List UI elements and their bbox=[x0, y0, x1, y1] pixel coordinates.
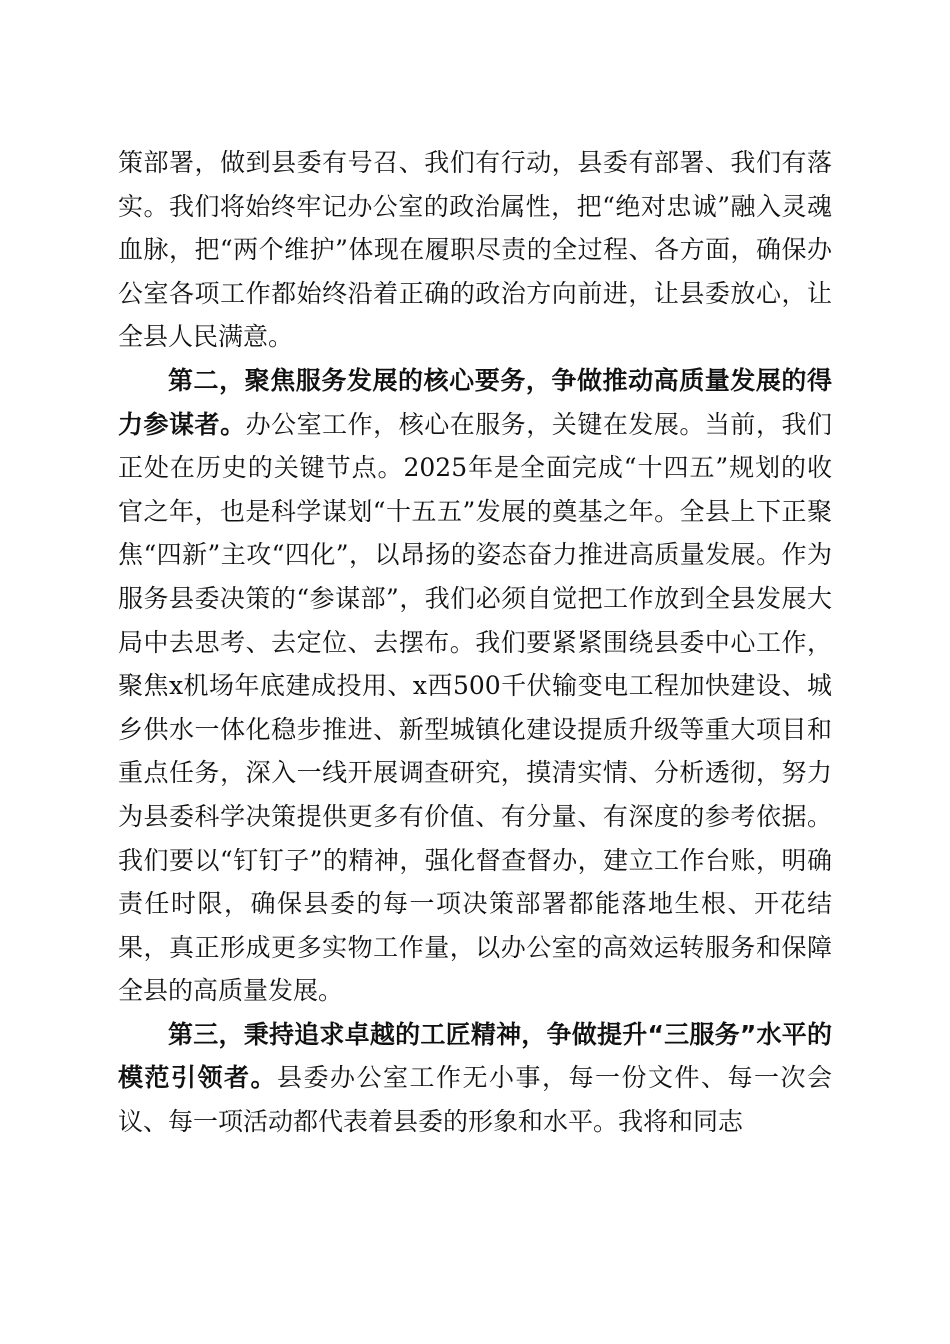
paragraph-third-point bbox=[118, 1013, 832, 1144]
paragraph-second-point bbox=[118, 359, 832, 1013]
paragraph-body-text: 县委办公室工作无小事，每一份文件、每一次会议、每一项活动都代表着县委的形象和水平。我将和同志 bbox=[118, 1063, 832, 1137]
document-body bbox=[118, 141, 832, 1144]
paragraph-body-text: 办公室工作，核心在服务，关键在发展。当前，我们正处在历史的关键节点。2025年是全面完成“十四五”规划的收官之年，也是科学谋划“十五五”发展的奠基之年。全县上下正聚焦“四新”主攻“四化”，以昂扬的姿态奋力推进高质量发展。作为服务县委决策的“参谋部”，我们必须自觉把工作放到全县发展大局中去思考、去定位、去摆布。我们要紧紧围绕县委中心工作，聚焦x机场年底建成投用、x西500千伏输变电工程加快建设、城乡供水一体化稳步推进、新型城镇化建设提质升级等重大项目和重点任务，深入一线开展调查研究，摸清实情、分析透彻，努力为县委科学决策提供更多有价值、有分量、有深度的参考依据。我们要以“钉钉子”的精神，强化督查督办，建立工作台账，明确责任时限，确保县委的每一项决策部署都能落地生根、开花结果，真正形成更多实物工作量，以办公室的高效运转服务和保障全县的高质量发展。 bbox=[118, 409, 832, 1006]
paragraph-lead-heading: 第三，秉持追求卓越的工匠精神，争做提升“三服务”水平的模范引领者。 bbox=[118, 1019, 832, 1093]
paragraph-lead-heading: 第二，聚焦服务发展的核心要务，争做推动高质量发展的得力参谋者。 bbox=[118, 365, 832, 439]
paragraph-continued: 策部署，做到县委有号召、我们有行动，县委有部署、我们有落实。我们将始终牢记办公室的政治属性，把“绝对忠诚”融入灵魂血脉，把“两个维护”体现在履职尽责的全过程、各方面，确保办公室各项工作都始终沿着正确的政治方向前进，让县委放心，让全县人民满意。 bbox=[118, 148, 832, 352]
